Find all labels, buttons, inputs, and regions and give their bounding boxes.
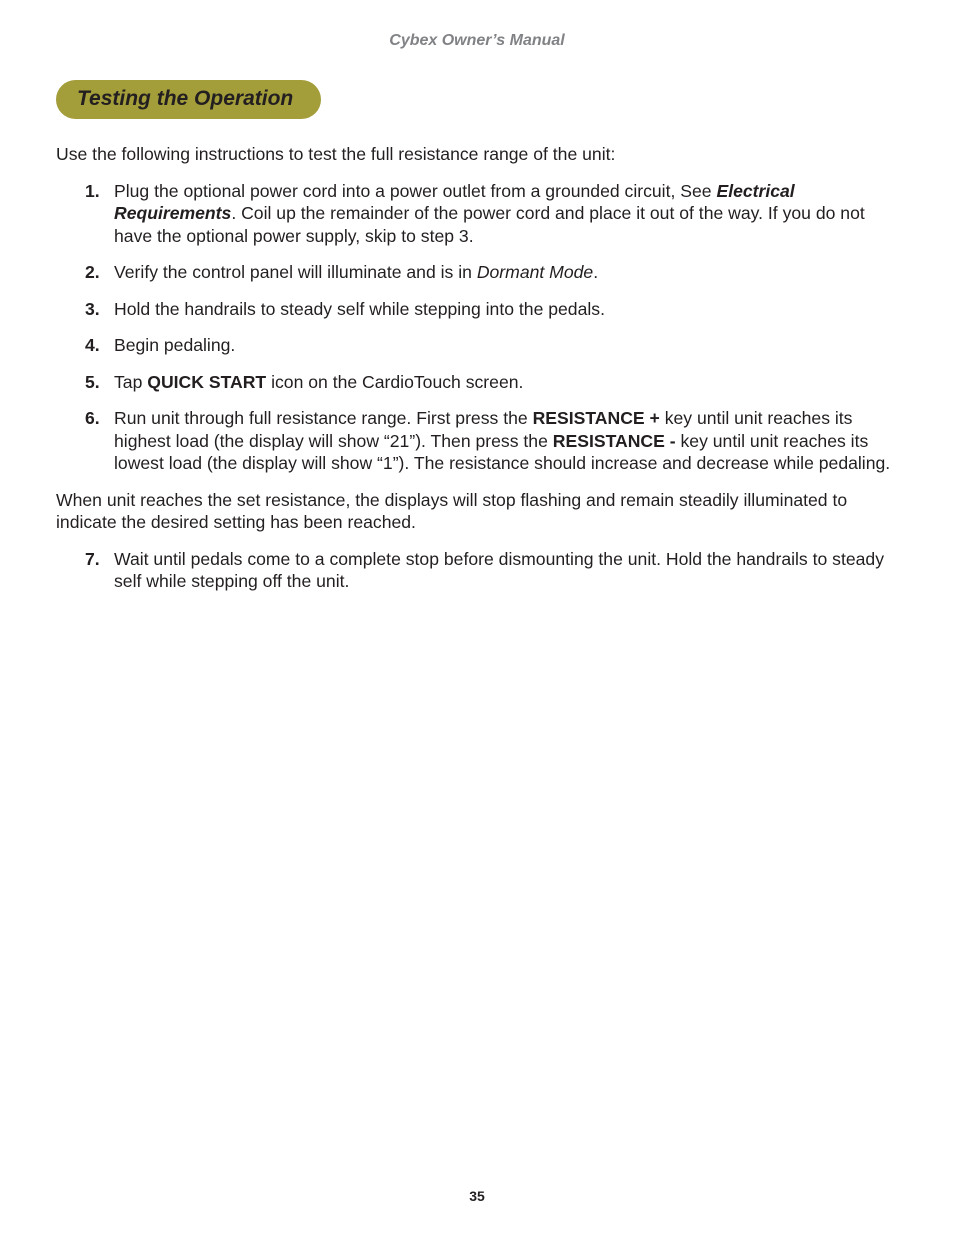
step-text: Hold the handrails to steady self while stepping into the pedals.	[114, 298, 605, 319]
step-text: .	[593, 262, 599, 282]
page-content	[56, 143, 906, 607]
step-number: 5.	[85, 371, 100, 392]
step-number: 3.	[85, 298, 100, 319]
step-1	[56, 180, 906, 248]
step-text: key until unit reaches its highest load (the display will show “21”). Then press the	[114, 408, 853, 451]
step-text: . Coil up the remainder of the power cord and place it out of the way. If you do not have the optional power supply, skip to step 3.	[114, 203, 865, 246]
resistance-minus-key: RESISTANCE -	[552, 430, 676, 451]
page-number: 35	[469, 1188, 485, 1204]
step-text: key until unit reaches its lowest load (the display will show “1”). The resistance should increase and decrease while pedaling.	[114, 430, 891, 473]
step-text: Plug the optional power cord into a power outlet from a grounded circuit, See	[114, 180, 717, 201]
step-6	[56, 407, 906, 475]
running-header: Cybex Owner’s Manual	[389, 32, 565, 49]
dormant-mode-term: Dormant Mode	[476, 262, 594, 282]
intro-paragraph: Use the following instructions to test the full resistance range of the unit:	[56, 144, 616, 164]
electrical-requirements-reference: Electrical Requirements	[114, 180, 795, 223]
step-number: 2.	[85, 262, 100, 282]
step-4	[56, 334, 906, 357]
step-text: Verify the control panel will illuminate and is in	[114, 262, 477, 282]
step-text: Begin pedaling.	[114, 335, 236, 355]
section-title: Testing the Operation	[56, 80, 321, 119]
step-7	[56, 548, 906, 593]
step-number: 1.	[85, 180, 100, 201]
step-number: 4.	[85, 335, 100, 355]
resistance-plus-key: RESISTANCE +	[532, 408, 660, 428]
step-number: 7.	[85, 548, 100, 569]
quick-start-key: QUICK START	[147, 371, 267, 392]
note-paragraph: When unit reaches the set resistance, the displays will stop flashing and remain steadily illuminated to indicate the desired setting has been reached.	[56, 489, 848, 532]
step-text: Run unit through full resistance range. First press the	[114, 408, 533, 428]
step-text: Tap	[114, 371, 148, 392]
step-2	[56, 261, 906, 284]
step-5	[56, 371, 906, 394]
step-number: 6.	[85, 408, 100, 428]
step-text: icon on the CardioTouch screen.	[266, 371, 524, 392]
step-text: Wait until pedals come to a complete stop before dismounting the unit. Hold the handrails to steady self while stepping off the unit.	[114, 548, 885, 591]
step-3	[56, 298, 906, 321]
